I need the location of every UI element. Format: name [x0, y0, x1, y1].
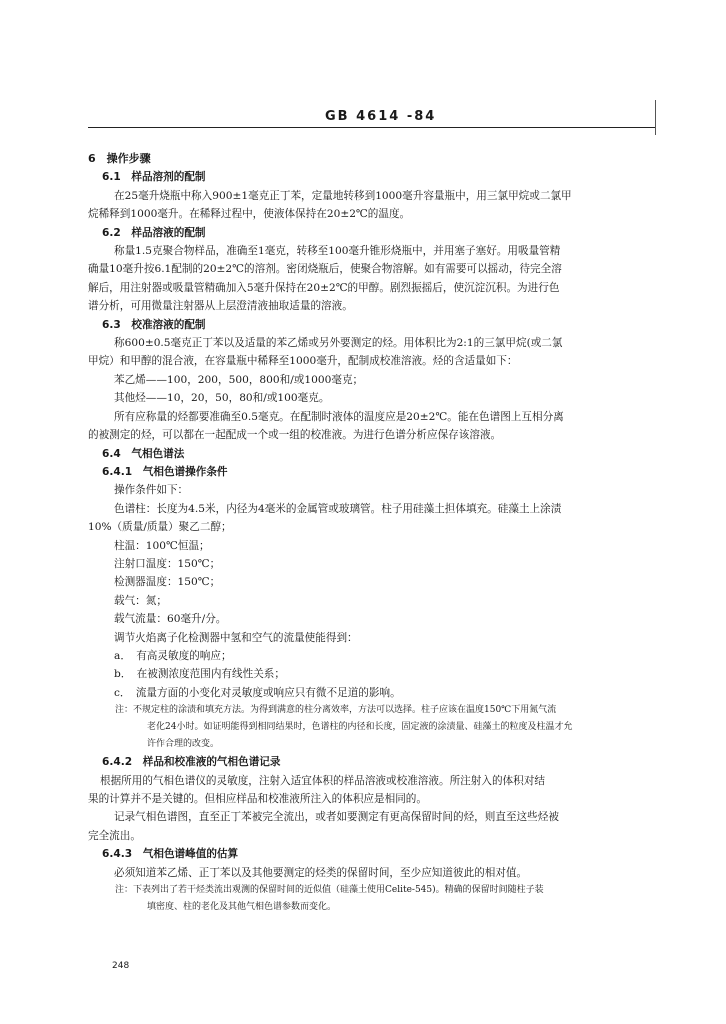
- text-line: 载气流量：60毫升/分。: [114, 613, 227, 626]
- section-heading: 6.3 校准溶液的配制: [102, 318, 206, 331]
- text-line: 谱分析，可用微量注射器从上层澄清液抽取适量的溶液。: [88, 300, 353, 313]
- note-line: 老化24小时。如证明能得到相同结果时，色谱柱的内径和长度，固定液的涂渍量、硅藻土的粒度及柱温才允: [120, 722, 573, 733]
- section-heading: 6.4.3 气相色谱峰值的估算: [102, 848, 239, 861]
- section-heading: 6.4.2 样品和校准液的气相色谱记录: [102, 756, 281, 769]
- text-line: a． 有高灵敏度的响应；: [114, 649, 232, 662]
- text-line: 载气：氮；: [114, 594, 167, 607]
- text-line: 解后，用注射器或吸量管精确加入5毫升保持在20±2℃的甲醇。剧烈振摇后，使沉淀沉积。为进行色: [88, 281, 560, 294]
- section-heading: 6.2 样品溶液的配制: [102, 226, 206, 239]
- text-line: 柱温：100℃恒温；: [114, 539, 210, 552]
- text-line: 果的计算并不是关键的。但相应样品和校准液所注入的体积应是相同的。: [88, 793, 427, 805]
- text-line: 在25毫升烧瓶中称入900±1毫克正丁苯，定量地转移到1000毫升容量瓶中，用三氯甲烷或二氯甲: [114, 189, 572, 202]
- text-line: 色谱柱：长度为4.5米，内径为4毫米的金属管或玻璃管。柱子用硅藻土担体填充。硅藻土上涂渍: [114, 502, 562, 515]
- page-header: GB 4614 -84: [325, 109, 437, 124]
- text-line: 确量10毫升按6.1配制的20±2℃的溶剂。密闭烧瓶后，使聚合物溶解。如有需要可以摇动，待完全溶: [88, 263, 562, 276]
- text-line: 其他烃——10，20，50，80和/或100毫克。: [114, 392, 330, 405]
- section-heading: 6.1 样品溶剂的配制: [102, 171, 206, 184]
- text-line: 称600±0.5毫克正丁苯以及适量的苯乙烯或另外要测定的烃。用体积比为2:1的三氯甲烷(或二氯: [114, 337, 563, 350]
- text-line: 注射口温度：150℃；: [114, 557, 221, 570]
- page-number: 248: [112, 961, 130, 971]
- text-line: 完全流出。: [88, 829, 141, 842]
- text-line: 调节火焰离子化检测器中氢和空气的流量使能得到：: [114, 631, 358, 644]
- text-line: 必须知道苯乙烯、正丁苯以及其他要测定的烃类的保留时间，至少应知道彼此的相对值。: [114, 866, 528, 879]
- text-line: 称量1.5克聚合物样品，准确至1毫克，转移至100毫升锥形烧瓶中，并用塞子塞好。用吸量管精: [114, 245, 561, 258]
- text-line: 苯乙烯——100，200，500，800和/或1000毫克；: [114, 373, 364, 386]
- text-line: 根据所用的气相色谱仪的灵敏度，注射入适宜体积的样品溶液或校准溶液。所注射入的体积对结: [100, 774, 545, 787]
- note-line: 注：下表列出了若干烃类流出观测的保留时间的近似值（硅藻土使用Celite-545)。精确的保留时间随柱子装: [88, 885, 544, 896]
- text-line: 烷稀释到1000毫升。在稀释过程中，使液体保持在20±2℃的温度。: [88, 208, 411, 221]
- text-line: c． 流量方面的小变化对灵敏度或响应只有微不足道的影响。: [114, 686, 401, 699]
- text-line: 检测器温度：150℃；: [114, 576, 221, 589]
- text-line: 甲烷）和甲醇的混合液，在容量瓶中稀释至1000毫升，配制成校准溶液。烃的含适量如下：: [88, 355, 518, 368]
- text-line: 记录气相色谱图，直至正丁苯被完全流出，或者如要测定有更高保留时间的烃，则直至这些烃被: [114, 811, 559, 824]
- note-line: 注：不规定柱的涂渍和填充方法。为得到满意的柱分离效率，方法可以选择。柱子应该在温度150℃下用氮气流: [88, 705, 557, 716]
- text-line: 操作条件如下：: [114, 484, 189, 497]
- note-line: 填密度、柱的老化及其他气相色谱参数而变化。: [120, 902, 337, 913]
- text-line: 的被测定的烃，可以都在一起配成一个或一组的校准液。为进行色谱分析应保存该溶液。: [88, 429, 502, 442]
- text-line: 所有应称量的烃都要准确至0.5毫克。在配制时液体的温度应是20±2℃。能在色谱图上互相分离: [114, 410, 564, 423]
- text-line: b． 在被测浓度范围内有线性关系；: [114, 668, 285, 681]
- document-body: [88, 150, 660, 916]
- section-heading: 6 操作步骤: [88, 152, 151, 165]
- section-heading: 6.4 气相色谱法: [102, 447, 185, 460]
- margin-line: [655, 100, 656, 135]
- header-rule: [88, 127, 655, 128]
- section-heading: 6.4.1 气相色谱操作条件: [102, 465, 228, 478]
- text-line: 10%（质量/质量）聚乙二醇；: [88, 521, 232, 534]
- note-line: 许作合理的改变。: [120, 739, 220, 750]
